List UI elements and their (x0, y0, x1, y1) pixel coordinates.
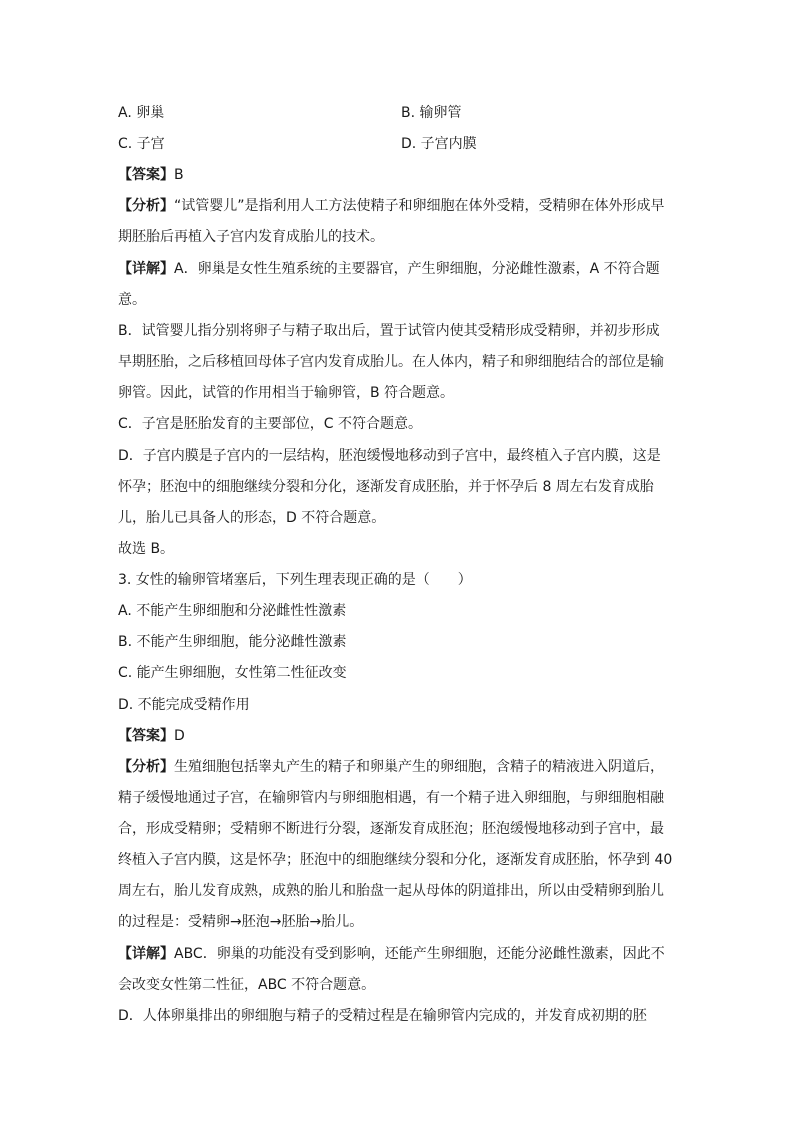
analysis-text: 终植入子宫内膜，这是怀孕；胚泡中的细胞继续分裂和分化，逐渐发育成胚胎，怀孕到 40 (118, 852, 673, 868)
option-text: A. 不能产生卵细胞和分泌雌性性激素 (118, 603, 347, 619)
q2-option-d: D. 子宫内膜 (401, 136, 477, 152)
q2-option-c: C. 子宫 (118, 136, 165, 152)
q2-detail-line (118, 384, 454, 402)
q3-analysis-line (118, 789, 664, 807)
q2-analysis-line (118, 228, 384, 246)
q2-option-b: B. 输卵管 (401, 105, 462, 121)
q2-option-a: A. 卵巢 (118, 105, 165, 121)
answer-value: D (174, 728, 185, 744)
q2-detail-line (118, 415, 422, 433)
detail-text: A．卵巢是女性生殖系统的主要器官，产生卵细胞，分泌雌性激素，A 不符合题 (174, 261, 660, 277)
analysis-label: 【分析】 (118, 759, 174, 775)
answer-value: B (174, 167, 184, 183)
answer-label: 【答案】 (118, 728, 174, 744)
detail-text: D．人体卵巢排出的卵细胞与精子的受精过程是在输卵管内完成的，并发育成初期的胚 (118, 1008, 647, 1024)
option-text: C. 能产生卵细胞，女性第二性征改变 (118, 665, 347, 681)
detail-text: 卵管。因此，试管的作用相当于输卵管，B 符合题意。 (118, 385, 455, 401)
q3-analysis-line (118, 882, 664, 900)
analysis-text: 期胚胎后再植入子宫内发育成胎儿的技术。 (118, 229, 384, 245)
q2-detail-line (118, 353, 664, 371)
analysis-text: “试管婴儿”是指利用人工方法使精子和卵细胞在体外受精，受精卵在体外形成早 (174, 198, 665, 214)
option-text: D. 不能完成受精作用 (118, 697, 250, 713)
answer-label: 【答案】 (118, 167, 174, 183)
detail-text: 意。 (118, 292, 146, 308)
detail-text: D．子宫内膜是子宫内的一层结构，胚泡缓慢地移动到子宫中，最终植入子宫内膜，这是 (118, 448, 661, 464)
q3-option-a (118, 602, 346, 620)
detail-text: 儿，胎儿已具备人的形态，D 不符合题意。 (118, 510, 386, 526)
q3-analysis-line (118, 851, 672, 869)
option-text: B. 不能产生卵细胞，能分泌雌性激素 (118, 634, 347, 650)
q3-analysis-line (118, 913, 363, 931)
q2-detail-line (118, 509, 385, 527)
q2-answer (118, 166, 184, 184)
analysis-text: 精子缓慢地通过子宫，在输卵管内与卵细胞相遇，有一个精子进入卵细胞，与卵细胞相融 (118, 790, 664, 806)
detail-text: 早期胚胎，之后移植回母体子宫内发育成胎儿。在人体内，精子和卵细胞结合的部位是输 (118, 354, 664, 370)
analysis-text: 生殖细胞包括睾丸产生的精子和卵巢产生的卵细胞，含精子的精液进入阴道后， (174, 759, 664, 775)
q3-option-b (118, 633, 347, 651)
q3-detail-line (118, 945, 665, 963)
q3-option-d (118, 696, 250, 714)
q2-detail-line (118, 322, 660, 340)
q2-option-row-2 (118, 135, 477, 153)
detail-text: ABC．卵巢的功能没有受到影响，还能产生卵细胞，还能分泌雌性激素，因此不 (174, 946, 665, 962)
q2-detail-line (118, 260, 660, 278)
question-stem: 3. 女性的输卵管堵塞后，下列生理表现正确的是（ ） (118, 572, 472, 588)
q3-option-c (118, 664, 347, 682)
q3-detail-line (118, 1007, 647, 1025)
detail-label: 【详解】 (118, 946, 174, 962)
q3-answer (118, 727, 185, 745)
q2-conclusion (118, 540, 174, 558)
detail-text: C．子宫是胚胎发育的主要部位，C 不符合题意。 (118, 416, 422, 432)
q3-analysis-line (118, 758, 664, 776)
q2-analysis-line (118, 197, 665, 215)
q3-stem (118, 571, 472, 589)
detail-text: 怀孕；胚泡中的细胞继续分裂和分化，逐渐发育成胚胎，并于怀孕后 8 周左右发育成胎 (118, 479, 654, 495)
detail-text: B．试管婴儿指分别将卵子与精子取出后，置于试管内使其受精形成受精卵，并初步形成 (118, 323, 660, 339)
analysis-text: 周左右，胎儿发育成熟，成熟的胎儿和胎盘一起从母体的阴道排出，所以由受精卵到胎儿 (118, 883, 664, 899)
detail-label: 【详解】 (118, 261, 174, 277)
q2-detail-line (118, 447, 661, 465)
analysis-text: 的过程是：受精卵→胚泡→胚胎→胎儿。 (118, 914, 364, 930)
analysis-text: 合，形成受精卵；受精卵不断进行分裂，逐渐发育成胚泡；胚泡缓慢地移动到子宫中，最 (118, 821, 664, 837)
q2-option-row-1 (118, 104, 462, 122)
q3-analysis-line (118, 820, 664, 838)
q2-detail-line (118, 291, 146, 309)
q3-detail-line (118, 976, 375, 994)
analysis-label: 【分析】 (118, 198, 174, 214)
q2-detail-line (118, 478, 654, 496)
conclusion-text: 故选 B。 (118, 541, 175, 557)
detail-text: 会改变女性第二性征，ABC 不符合题意。 (118, 977, 376, 993)
